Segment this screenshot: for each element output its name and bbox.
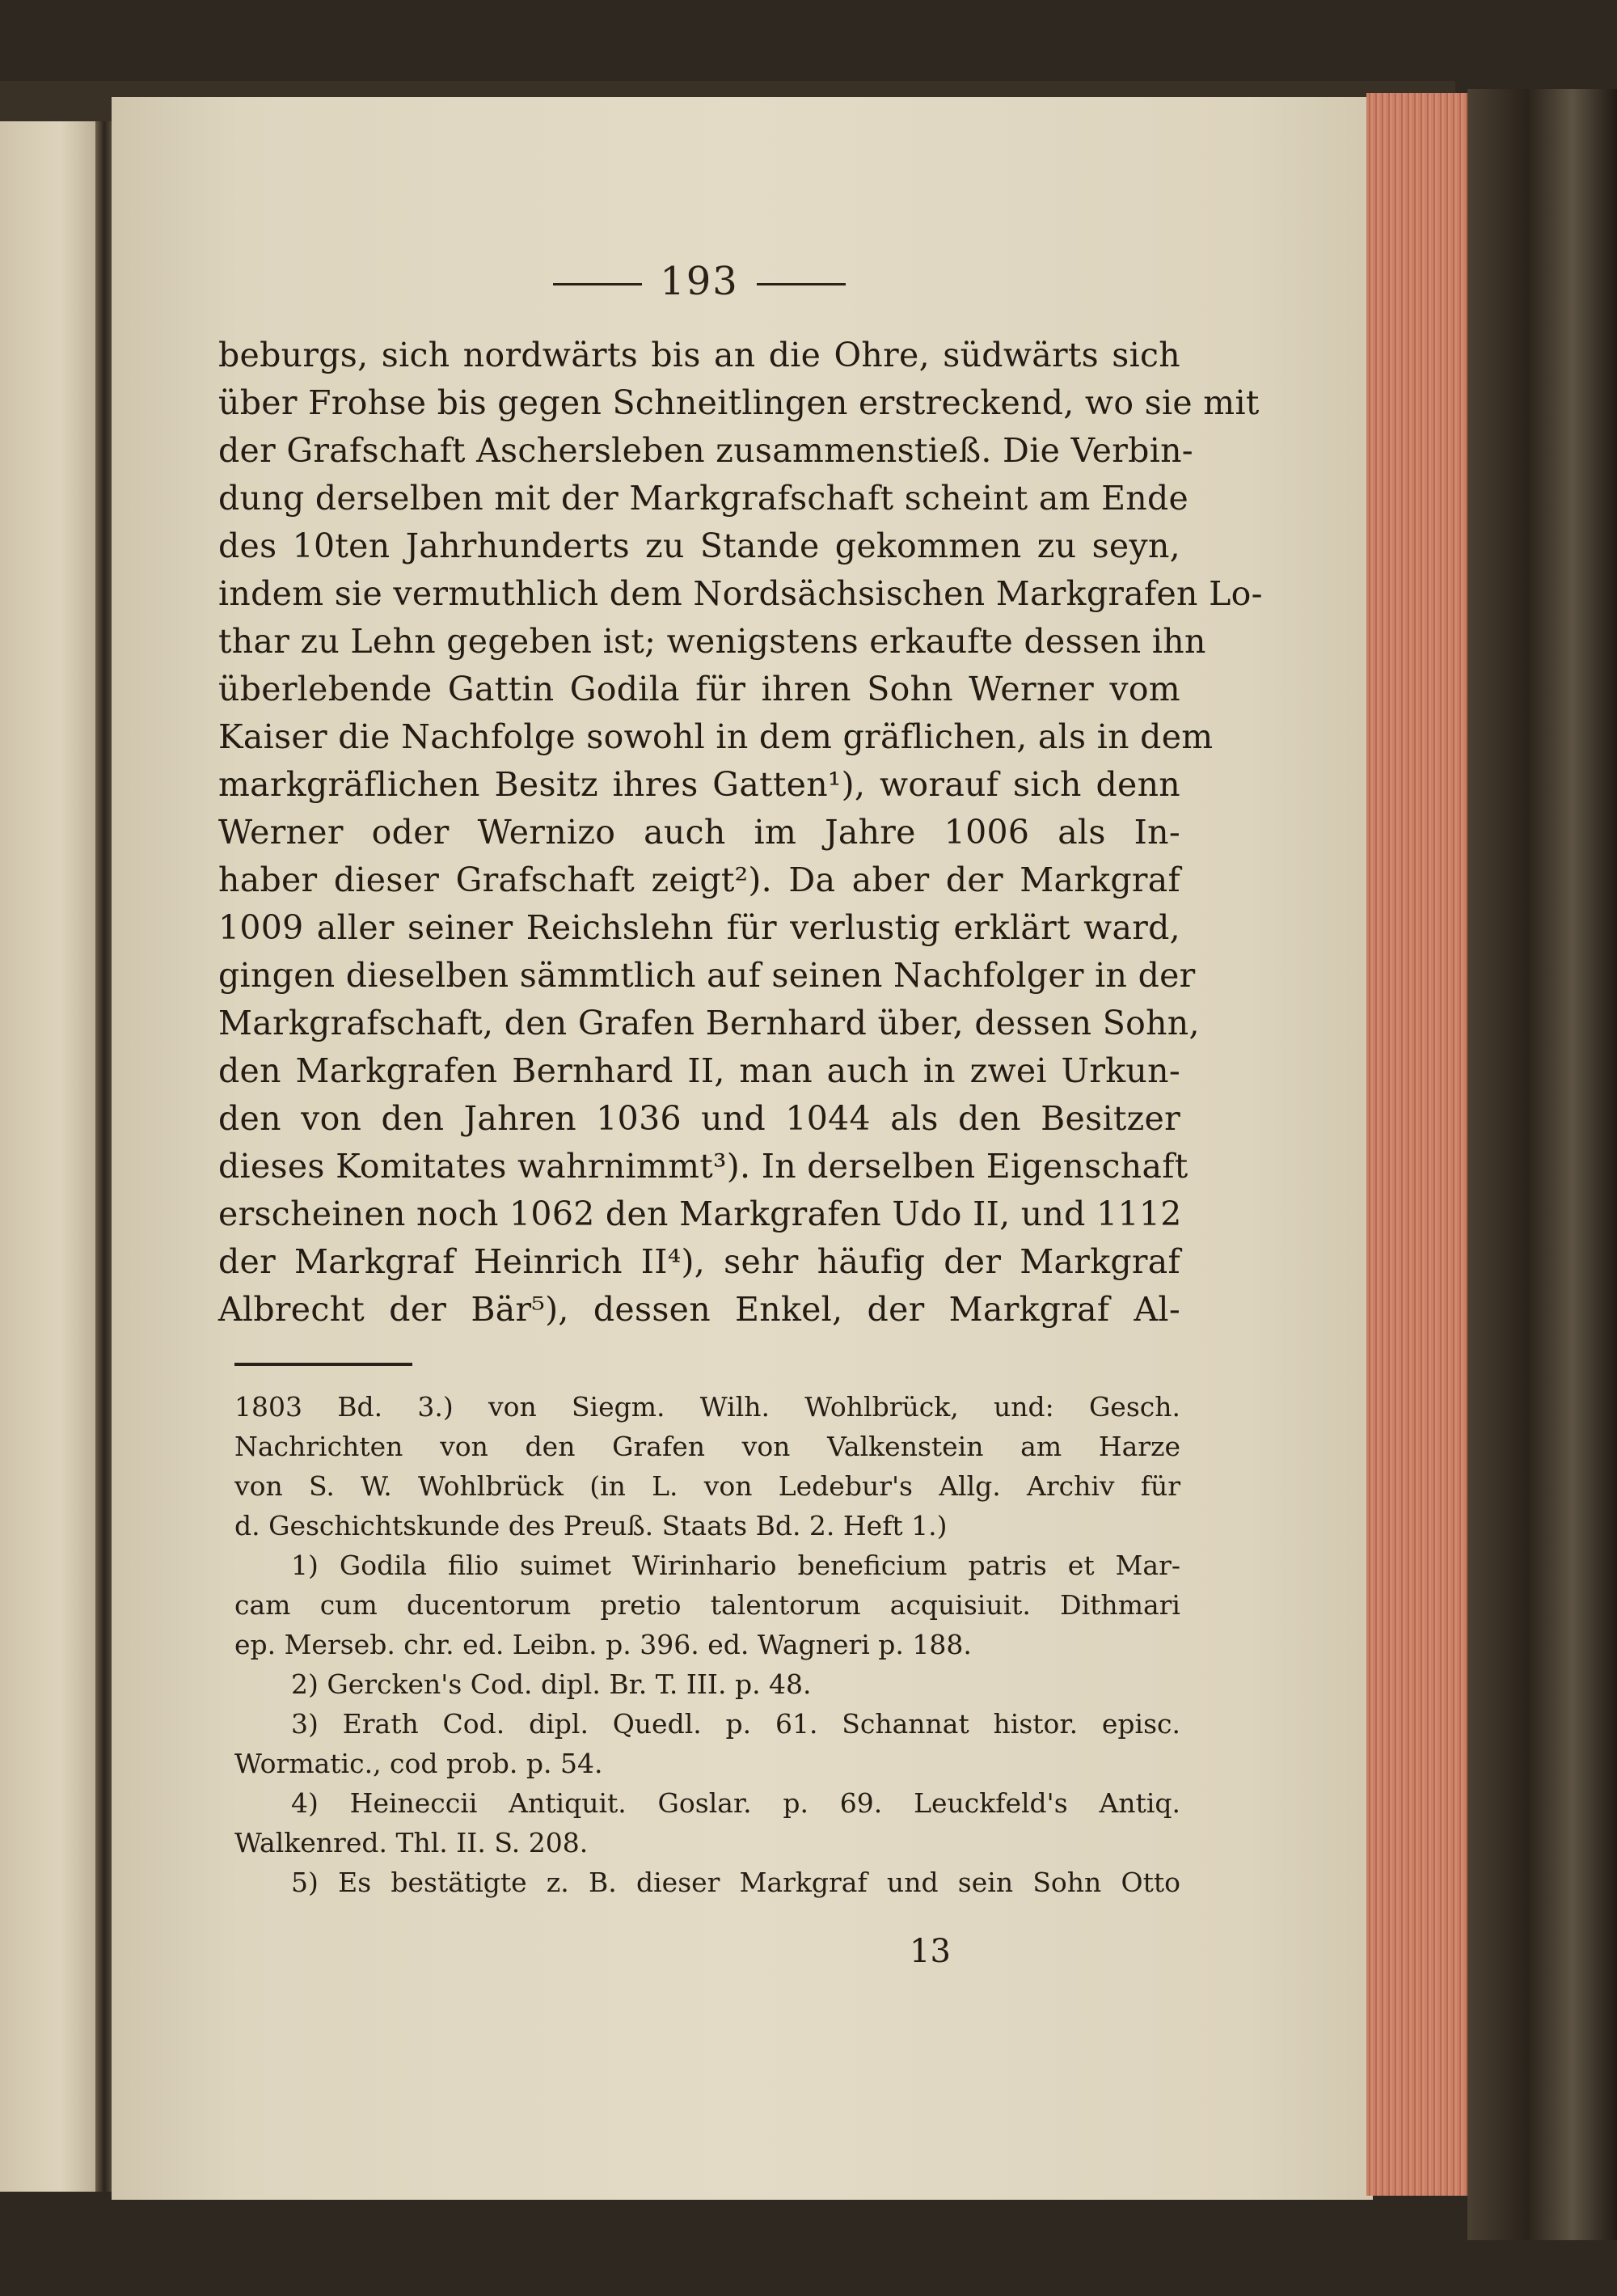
header-dash-left <box>553 283 642 285</box>
body-line: beburgs, sich nordwärts bis an die Ohre, südwärts sich <box>218 336 1180 374</box>
body-line: dung derselben mit der Markgrafschaft scheint am Ende <box>218 479 1189 518</box>
footnote-line: d. Geschichtskunde des Preuß. Staats Bd. 2. Heft 1.) <box>234 1510 948 1541</box>
footnote-line: cam cum ducentorum pretio talentorum acquisiuit. Dithmari <box>234 1589 1180 1621</box>
body-line: Albrecht der Bär⁵), dessen Enkel, der Markgraf Al- <box>218 1290 1180 1329</box>
page-edges <box>1366 93 1471 2196</box>
footnote-line: Walkenred. Thl. II. S. 208. <box>234 1827 589 1858</box>
body-line: Kaiser die Nachfolge sowohl in dem gräflichen, als in dem <box>218 717 1214 756</box>
body-line: thar zu Lehn gegeben ist; wenigstens erkaufte dessen ihn <box>218 622 1206 661</box>
body-line: der Grafschaft Aschersleben zusammenstieß. Die Verbin- <box>218 431 1193 470</box>
body-line: Markgrafschaft, den Grafen Bernhard über, dessen Sohn, <box>218 1004 1200 1042</box>
body-line: 1009 aller seiner Reichslehn für verlustig erklärt ward, <box>218 908 1180 947</box>
header-dash-right <box>757 283 846 285</box>
body-line: haber dieser Grafschaft zeigt²). Da aber der Markgraf <box>218 860 1180 899</box>
book-gutter <box>95 121 113 2192</box>
footnote-line: 5) Es bestätigte z. B. dieser Markgraf und sein Sohn Otto <box>291 1867 1180 1898</box>
body-line: überlebende Gattin Godila für ihren Sohn Werner vom <box>218 670 1180 708</box>
page-header <box>218 259 1180 304</box>
footnote-line: Wormatic., cod prob. p. 54. <box>234 1748 603 1779</box>
footnote-line: 1803 Bd. 3.) von Siegm. Wilh. Wohlbrück, und: Gesch. <box>234 1391 1180 1423</box>
body-line: über Frohse bis gegen Schneitlingen erstreckend, wo sie mit <box>218 383 1260 422</box>
body-line: gingen dieselben sämmtlich auf seinen Nachfolger in der <box>218 956 1196 995</box>
footnote-line: 1) Godila filio suimet Wirinhario beneficium patris et Mar- <box>291 1550 1180 1581</box>
body-line: Werner oder Wernizo auch im Jahre 1006 als In- <box>218 813 1180 852</box>
body-line: der Markgraf Heinrich II⁴), sehr häufig der Markgraf <box>218 1242 1180 1281</box>
book-spine <box>1467 89 1617 2240</box>
footnote-line: 2) Gercken's Cod. dipl. Br. T. III. p. 48. <box>291 1668 812 1700</box>
footnote-line: Nachrichten von den Grafen von Valkenstein am Harze <box>234 1431 1180 1462</box>
footnotes <box>234 1387 1180 1902</box>
body-line: erscheinen noch 1062 den Markgrafen Udo II, und 1112 <box>218 1195 1182 1233</box>
signature-mark: 13 <box>910 1933 951 1970</box>
footnote-line: 4) Heineccii Antiquit. Goslar. p. 69. Leuckfeld's Antiq. <box>291 1787 1180 1819</box>
body-line: indem sie vermuthlich dem Nordsächsischen Markgrafen Lo- <box>218 574 1263 613</box>
footnote-rule <box>234 1363 412 1366</box>
footnote-line: ep. Merseb. chr. ed. Leibn. p. 396. ed. Wagneri p. 188. <box>234 1629 972 1660</box>
body-text <box>218 332 1263 1334</box>
footnote-line: von S. W. Wohlbrück (in L. von Ledebur's Allg. Archiv für <box>234 1470 1180 1502</box>
body-line: den Markgrafen Bernhard II, man auch in zwei Urkun- <box>218 1051 1180 1090</box>
body-line: dieses Komitates wahrnimmt³). In derselben Eigenschaft <box>218 1147 1188 1186</box>
footnote-line: 3) Erath Cod. dipl. Quedl. p. 61. Schannat histor. episc. <box>291 1708 1180 1740</box>
body-line: den von den Jahren 1036 und 1044 als den Besitzer <box>218 1099 1180 1138</box>
page-number: 193 <box>660 259 739 304</box>
left-page <box>0 121 101 2192</box>
body-line: markgräflichen Besitz ihres Gatten¹), worauf sich denn <box>218 765 1180 804</box>
body-line: des 10ten Jahrhunderts zu Stande gekommen zu seyn, <box>218 526 1180 565</box>
right-page <box>112 97 1373 2200</box>
